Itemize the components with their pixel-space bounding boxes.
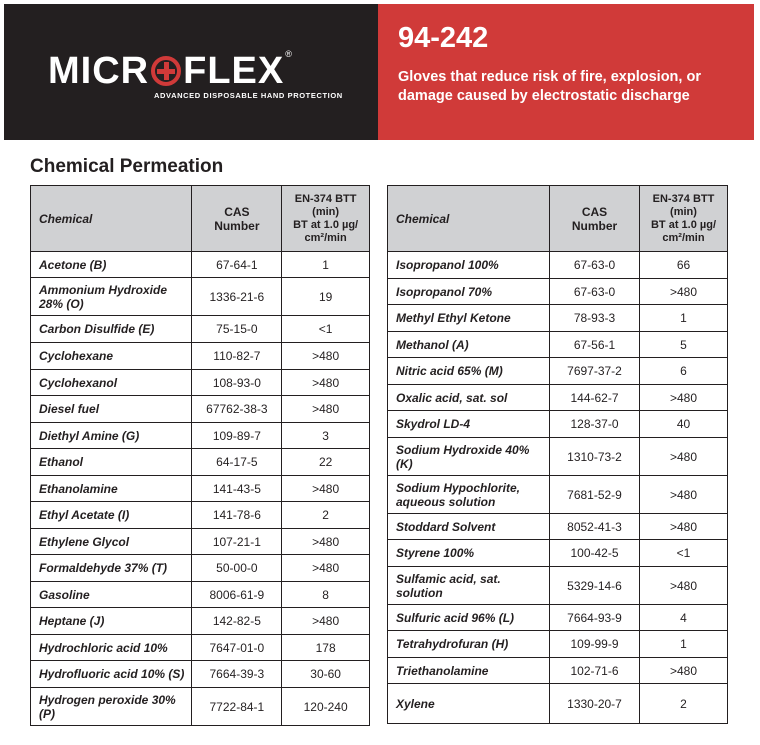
breakthrough-time-cell: 5	[640, 332, 728, 358]
breakthrough-time-cell: >480	[282, 343, 370, 370]
breakthrough-time-cell: >480	[282, 396, 370, 423]
column-header-breakthrough	[640, 186, 728, 252]
breakthrough-time-cell: >480	[282, 370, 370, 396]
brand-tagline: ADVANCED DISPOSABLE HAND PROTECTION	[154, 91, 343, 100]
cas-number-cell: 50-00-0	[192, 555, 282, 582]
cas-number-cell: 109-89-7	[192, 423, 282, 449]
table-row	[31, 635, 370, 661]
breakthrough-time-cell: 1	[640, 631, 728, 658]
chemical-cell: Isopropanol 100%	[388, 252, 550, 279]
chemical-cell: Ethanolamine	[31, 476, 192, 502]
chemical-cell: Ethylene Glycol	[31, 529, 192, 555]
cas-number-cell: 7697-37-2	[550, 358, 640, 385]
chemical-cell: Methanol (A)	[388, 332, 550, 358]
product-description: Gloves that reduce risk of fire, explosion, or damage caused by electrostatic discharge	[398, 69, 701, 104]
cas-number-cell: 102-71-6	[550, 658, 640, 684]
column-header-cas	[192, 186, 282, 252]
bt-header-line: BT at 1.0 µg/	[650, 218, 717, 231]
table-row	[31, 688, 370, 726]
bt-header-line: cm²/min	[662, 231, 705, 244]
table-row	[388, 358, 728, 385]
chemical-cell: Tetrahydrofuran (H)	[388, 631, 550, 658]
brand-logo: MICR FLEX®	[48, 49, 293, 92]
breakthrough-time-cell: 30-60	[282, 661, 370, 688]
breakthrough-time-cell: 120-240	[282, 688, 370, 726]
table-row	[31, 608, 370, 635]
table-row	[388, 411, 728, 438]
chemical-cell: Ethyl Acetate (I)	[31, 502, 192, 529]
table-row	[388, 279, 728, 305]
chemical-cell: Acetone (B)	[31, 252, 192, 278]
chemical-cell: Oxalic acid, sat. sol	[388, 385, 550, 411]
chemical-cell: Triethanolamine	[388, 658, 550, 684]
bt-header-line: EN-374 BTT	[294, 192, 357, 205]
table-row	[388, 567, 728, 605]
chemical-cell: Hydrogen peroxide 30% (P)	[31, 688, 192, 726]
breakthrough-time-cell: 40	[640, 411, 728, 438]
chemical-cell: Isopropanol 70%	[388, 279, 550, 305]
table-row	[388, 252, 728, 279]
chemical-cell: Styrene 100%	[388, 540, 550, 567]
chemical-cell: Diesel fuel	[31, 396, 192, 423]
breakthrough-time-cell: 19	[282, 278, 370, 316]
header-banner	[4, 4, 754, 140]
cas-number-cell: 67762-38-3	[192, 396, 282, 423]
chemical-cell: Nitric acid 65% (M)	[388, 358, 550, 385]
cas-number-cell: 7664-39-3	[192, 661, 282, 688]
chemical-cell: Cyclohexane	[31, 343, 192, 370]
chemical-cell: Sulfuric acid 96% (L)	[388, 605, 550, 631]
cas-number-cell: 1330-20-7	[550, 684, 640, 724]
cas-number-cell: 141-78-6	[192, 502, 282, 529]
table-body-left	[31, 252, 370, 726]
table-row	[388, 332, 728, 358]
cas-header-line: CAS	[581, 204, 608, 219]
breakthrough-time-cell: 178	[282, 635, 370, 661]
chemical-cell: Heptane (J)	[31, 608, 192, 635]
table-row	[31, 343, 370, 370]
cas-number-cell: 1310-73-2	[550, 438, 640, 476]
breakthrough-time-cell: 2	[282, 502, 370, 529]
cas-header-line: CAS	[224, 204, 250, 219]
chemical-cell: Stoddard Solvent	[388, 514, 550, 540]
column-header-chemical: Chemical	[31, 186, 192, 252]
breakthrough-time-cell: >480	[282, 555, 370, 582]
breakthrough-time-cell: >480	[640, 658, 728, 684]
table-row	[388, 684, 728, 724]
table-row	[31, 529, 370, 555]
table-header-row	[388, 186, 728, 252]
cas-number-cell: 107-21-1	[192, 529, 282, 555]
table-row	[31, 502, 370, 529]
table-row	[31, 449, 370, 476]
cas-number-cell: 67-64-1	[192, 252, 282, 278]
registered-mark: ®	[285, 49, 293, 59]
bt-header-line: cm²/min	[304, 231, 347, 244]
chemical-cell: Diethyl Amine (G)	[31, 423, 192, 449]
table-row	[388, 476, 728, 514]
cas-number-cell: 75-15-0	[192, 316, 282, 343]
table-row	[31, 396, 370, 423]
breakthrough-time-cell: >480	[640, 438, 728, 476]
table-row	[388, 385, 728, 411]
breakthrough-time-cell: >480	[640, 279, 728, 305]
table-header-row	[31, 186, 370, 252]
table-row	[388, 605, 728, 631]
breakthrough-time-cell: <1	[640, 540, 728, 567]
table-row	[388, 305, 728, 332]
cas-number-cell: 7681-52-9	[550, 476, 640, 514]
product-code: 94-242	[398, 22, 489, 54]
breakthrough-time-cell: >480	[640, 567, 728, 605]
chemical-cell: Formaldehyde 37% (T)	[31, 555, 192, 582]
table-row	[388, 540, 728, 567]
bt-header-line: EN-374 BTT	[652, 192, 715, 205]
breakthrough-time-cell: >480	[640, 514, 728, 540]
breakthrough-time-cell: >480	[282, 608, 370, 635]
bt-header-line: BT at 1.0 µg/	[293, 218, 359, 231]
bt-header-line: (min)	[312, 205, 340, 218]
chemical-cell: Cyclohexanol	[31, 370, 192, 396]
table-row	[31, 423, 370, 449]
cas-number-cell: 1336-21-6	[192, 278, 282, 316]
breakthrough-time-cell: 66	[640, 252, 728, 279]
table-body-right	[388, 252, 728, 724]
table-row	[31, 476, 370, 502]
table-row	[31, 278, 370, 316]
cas-header-line: Number	[571, 218, 618, 233]
table-row	[31, 661, 370, 688]
breakthrough-time-cell: >480	[640, 385, 728, 411]
breakthrough-time-cell: 22	[282, 449, 370, 476]
breakthrough-time-cell: <1	[282, 316, 370, 343]
chemical-cell: Ethanol	[31, 449, 192, 476]
cas-number-cell: 64-17-5	[192, 449, 282, 476]
cas-number-cell: 128-37-0	[550, 411, 640, 438]
chemical-cell: Gasoline	[31, 582, 192, 608]
chemical-cell: Sodium Hydroxide 40% (K)	[388, 438, 550, 476]
cas-number-cell: 5329-14-6	[550, 567, 640, 605]
cas-number-cell: 7664-93-9	[550, 605, 640, 631]
chemical-cell: Ammonium Hydroxide 28% (O)	[31, 278, 192, 316]
brand-panel	[4, 4, 378, 140]
breakthrough-time-cell: 1	[640, 305, 728, 332]
table-row	[31, 555, 370, 582]
chemical-cell: Xylene	[388, 684, 550, 724]
cas-number-cell: 141-43-5	[192, 476, 282, 502]
breakthrough-time-cell: 2	[640, 684, 728, 724]
column-header-chemical: Chemical	[388, 186, 550, 252]
cas-number-cell: 67-63-0	[550, 252, 640, 279]
breakthrough-time-cell: >480	[640, 476, 728, 514]
breakthrough-time-cell: 4	[640, 605, 728, 631]
permeation-table-left	[30, 185, 370, 726]
cas-number-cell: 78-93-3	[550, 305, 640, 332]
table-row	[31, 252, 370, 278]
cas-number-cell: 109-99-9	[550, 631, 640, 658]
table-row	[31, 316, 370, 343]
chemical-cell: Methyl Ethyl Ketone	[388, 305, 550, 332]
cas-number-cell: 67-56-1	[550, 332, 640, 358]
table-row	[388, 514, 728, 540]
cas-number-cell: 8006-61-9	[192, 582, 282, 608]
cas-number-cell: 100-42-5	[550, 540, 640, 567]
cas-number-cell: 7722-84-1	[192, 688, 282, 726]
logo-cross-icon	[151, 56, 181, 86]
breakthrough-time-cell: >480	[282, 529, 370, 555]
cas-number-cell: 144-62-7	[550, 385, 640, 411]
cas-number-cell: 110-82-7	[192, 343, 282, 370]
cas-number-cell: 142-82-5	[192, 608, 282, 635]
cas-header-line: Number	[214, 218, 260, 233]
column-header-breakthrough	[282, 186, 370, 252]
column-header-cas	[550, 186, 640, 252]
chemical-cell: Sulfamic acid, sat. solution	[388, 567, 550, 605]
cas-number-cell: 67-63-0	[550, 279, 640, 305]
chemical-cell: Hydrofluoric acid 10% (S)	[31, 661, 192, 688]
table-row	[31, 582, 370, 608]
table-row	[31, 370, 370, 396]
breakthrough-time-cell: 8	[282, 582, 370, 608]
cas-number-cell: 7647-01-0	[192, 635, 282, 661]
section-title: Chemical Permeation	[30, 156, 224, 177]
cas-number-cell: 8052-41-3	[550, 514, 640, 540]
table-row	[388, 438, 728, 476]
product-panel	[378, 4, 754, 140]
chemical-cell: Carbon Disulfide (E)	[31, 316, 192, 343]
chemical-cell: Skydrol LD-4	[388, 411, 550, 438]
chemical-cell: Sodium Hypochlorite, aqueous solution	[388, 476, 550, 514]
cas-number-cell: 108-93-0	[192, 370, 282, 396]
breakthrough-time-cell: 6	[640, 358, 728, 385]
table-row	[388, 658, 728, 684]
permeation-table-right	[387, 185, 728, 724]
bt-header-line: (min)	[670, 205, 697, 218]
chemical-cell: Hydrochloric acid 10%	[31, 635, 192, 661]
table-row	[388, 631, 728, 658]
breakthrough-time-cell: 1	[282, 252, 370, 278]
breakthrough-time-cell: 3	[282, 423, 370, 449]
breakthrough-time-cell: >480	[282, 476, 370, 502]
